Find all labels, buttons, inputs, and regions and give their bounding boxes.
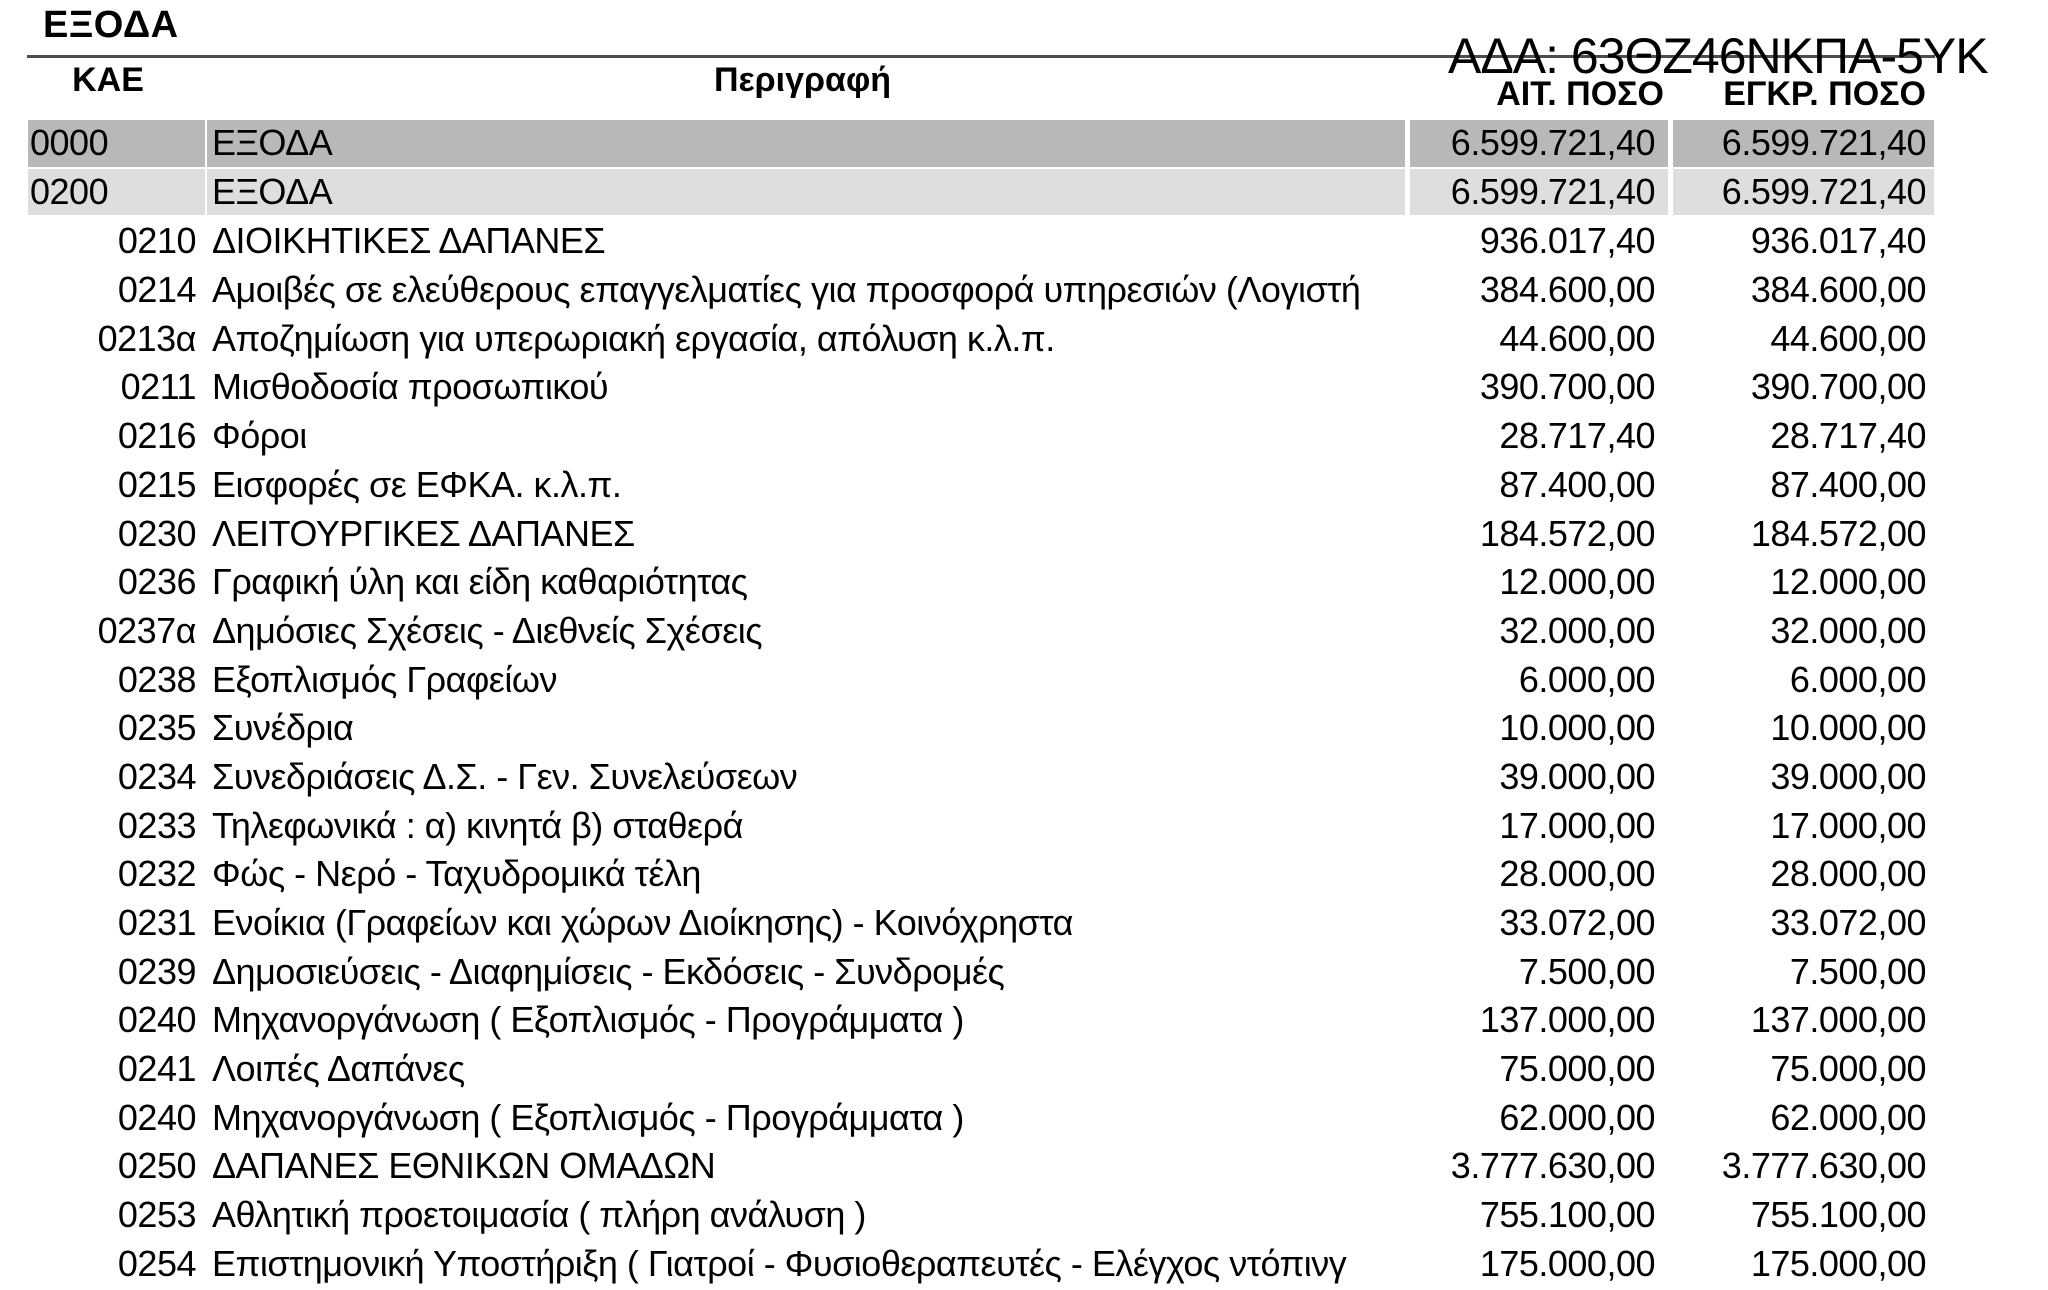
approved-amount-cell: 75.000,00: [1770, 1048, 1926, 1090]
kae-cell: 0214: [117, 269, 196, 311]
table-row: [28, 850, 1934, 899]
approved-amount-cell: 184.572,00: [1750, 512, 1926, 554]
kae-cell: 0234: [117, 755, 196, 797]
requested-amount-cell: 6.000,00: [1518, 658, 1655, 700]
table-row: [28, 1142, 1934, 1191]
requested-amount-cell: 184.572,00: [1479, 512, 1655, 554]
requested-amount-cell: 7.500,00: [1518, 950, 1655, 992]
description-cell: Αθλητική προετοιμασία ( πλήρη ανάλυση ): [212, 1194, 866, 1236]
table-row: [28, 363, 1934, 412]
requested-amount-cell: 936.017,40: [1479, 220, 1655, 262]
description-cell: Εξοπλισμός Γραφείων: [212, 658, 557, 700]
description-cell: Επιστημονική Υποστήριξη ( Γιατροί - Φυσιοθεραπευτές - Ελέγχος ντόπινγ: [212, 1242, 1347, 1284]
requested-amount-cell: 17.000,00: [1499, 804, 1655, 846]
table-row: [28, 266, 1934, 315]
description-cell: Μηχανοργάνωση ( Εξοπλισμός - Προγράμματα ): [212, 1096, 964, 1138]
kae-cell: 0235: [117, 707, 196, 749]
approved-amount-cell: 384.600,00: [1750, 269, 1926, 311]
approved-amount-cell: 10.000,00: [1770, 707, 1926, 749]
description-cell: ΔΙΟΙΚΗΤΙΚΕΣ ΔΑΠΑΝΕΣ: [212, 220, 606, 262]
kae-cell: 0230: [117, 512, 196, 554]
kae-cell: 0239: [117, 950, 196, 992]
kae-cell: 0210: [117, 220, 196, 262]
description-cell: Συνέδρια: [212, 707, 354, 749]
approved-amount-cell: 6.000,00: [1789, 658, 1926, 700]
kae-cell: 0240: [117, 1096, 196, 1138]
kae-cell: 0213α: [97, 317, 196, 359]
table-row: [28, 510, 1934, 559]
table-row: [28, 996, 1934, 1045]
description-cell: Τηλεφωνικά : α) κινητά β) σταθερά: [212, 804, 743, 846]
approved-amount-cell: 39.000,00: [1770, 755, 1926, 797]
approved-amount-cell: 6.599.721,40: [1668, 120, 1934, 167]
requested-amount-cell: 87.400,00: [1499, 463, 1655, 505]
kae-cell: 0241: [117, 1048, 196, 1090]
approved-amount-cell: 7.500,00: [1789, 950, 1926, 992]
table-row: [28, 558, 1934, 607]
requested-amount-cell: 384.600,00: [1479, 269, 1655, 311]
kae-cell: 0240: [117, 999, 196, 1041]
page-title: ΕΞΟΔΑ: [43, 4, 179, 46]
approved-amount-cell: 12.000,00: [1770, 561, 1926, 603]
kae-cell: 0254: [117, 1242, 196, 1284]
column-header-requested-amount: ΑΙΤ. ΠΟΣΟ: [1496, 75, 1664, 113]
kae-cell: 0216: [117, 415, 196, 457]
approved-amount-cell: 62.000,00: [1770, 1096, 1926, 1138]
table-row: [28, 656, 1934, 705]
requested-amount-cell: 62.000,00: [1499, 1096, 1655, 1138]
requested-amount-cell: 39.000,00: [1499, 755, 1655, 797]
ada-stamp: ΑΔΑ: 63ΘΖ46ΝΚΠΑ-5ΥΚ: [1448, 28, 1988, 84]
description-cell: ΕΞΟΔΑ: [205, 120, 1405, 167]
approved-amount-cell: 175.000,00: [1750, 1242, 1926, 1284]
table-row: [28, 899, 1934, 948]
requested-amount-cell: 755.100,00: [1479, 1194, 1655, 1236]
table-row: [28, 753, 1934, 802]
kae-cell: 0253: [117, 1194, 196, 1236]
requested-amount-cell: 6.599.721,40: [1405, 169, 1668, 216]
column-header-description: Περιγραφή: [713, 61, 892, 99]
requested-amount-cell: 75.000,00: [1499, 1048, 1655, 1090]
description-cell: ΔΑΠΑΝΕΣ ΕΘΝΙΚΩΝ ΟΜΑΔΩΝ: [212, 1145, 716, 1187]
kae-cell: 0200: [30, 170, 109, 212]
table-row: [28, 802, 1934, 851]
requested-amount-cell: 175.000,00: [1479, 1242, 1655, 1284]
requested-amount-cell: 44.600,00: [1499, 317, 1655, 359]
table-row: [28, 217, 1934, 266]
table-row: [28, 120, 1934, 169]
column-header-approved-amount: ΕΓΚΡ. ΠΟΣΟ: [1723, 75, 1926, 113]
kae-cell: 0215: [117, 463, 196, 505]
approved-amount-cell: 936.017,40: [1750, 220, 1926, 262]
description-cell: Εισφορές σε ΕΦΚΑ. κ.λ.π.: [212, 463, 622, 505]
kae-cell: 0238: [117, 658, 196, 700]
kae-cell: 0237α: [97, 609, 196, 651]
table-row: [28, 412, 1934, 461]
approved-amount-cell: 32.000,00: [1770, 609, 1926, 651]
budget-table: [28, 120, 1934, 1289]
requested-amount-cell: 3.777.630,00: [1450, 1145, 1655, 1187]
requested-amount-cell: 32.000,00: [1499, 609, 1655, 651]
approved-amount-cell: 6.599.721,40: [1668, 169, 1934, 216]
kae-cell: 0232: [117, 853, 196, 895]
requested-amount-cell: 28.717,40: [1499, 415, 1655, 457]
description-cell: Μηχανοργάνωση ( Εξοπλισμός - Προγράμματα ): [212, 999, 964, 1041]
approved-amount-cell: 44.600,00: [1770, 317, 1926, 359]
table-row: [28, 461, 1934, 510]
kae-cell: 0000: [30, 122, 109, 163]
kae-cell: 0231: [117, 902, 196, 943]
table-row: [28, 1094, 1934, 1143]
description-cell: Αμοιβές σε ελεύθερους επαγγελματίες για προσφορά υπηρεσιών (Λογιστή: [212, 269, 1361, 311]
approved-amount-cell: 87.400,00: [1770, 463, 1926, 505]
description-cell: Λοιπές Δαπάνες: [212, 1048, 465, 1090]
kae-cell: 0250: [117, 1145, 196, 1187]
description-cell: Συνεδριάσεις Δ.Σ. - Γεν. Συνελεύσεων: [212, 755, 798, 797]
description-cell: Φόροι: [212, 415, 307, 457]
kae-cell: 0211: [120, 366, 196, 408]
approved-amount-cell: 390.700,00: [1750, 366, 1926, 408]
requested-amount-cell: 28.000,00: [1499, 853, 1655, 895]
description-cell: Γραφική ύλη και είδη καθαριότητας: [212, 561, 748, 603]
description-cell: Φώς - Νερό - Ταχυδρομικά τέλη: [212, 853, 701, 895]
requested-amount-cell: 12.000,00: [1499, 561, 1655, 603]
table-row: [28, 704, 1934, 753]
requested-amount-cell: 10.000,00: [1499, 707, 1655, 749]
table-row: [28, 1191, 1934, 1240]
description-cell: ΕΞΟΔΑ: [205, 169, 1405, 216]
requested-amount-cell: 390.700,00: [1479, 366, 1655, 408]
approved-amount-cell: 28.000,00: [1770, 853, 1926, 895]
table-row: [28, 315, 1934, 364]
approved-amount-cell: 17.000,00: [1770, 804, 1926, 846]
approved-amount-cell: 137.000,00: [1750, 999, 1926, 1041]
requested-amount-cell: 33.072,00: [1499, 902, 1655, 943]
table-row: [28, 1045, 1934, 1094]
table-row: [28, 948, 1934, 997]
description-cell: ΛΕΙΤΟΥΡΓΙΚΕΣ ΔΑΠΑΝΕΣ: [212, 512, 635, 554]
description-cell: Δημόσιες Σχέσεις - Διεθνείς Σχέσεις: [212, 609, 763, 651]
table-row: [28, 169, 1934, 218]
description-cell: Αποζημίωση για υπερωριακή εργασία, απόλυση κ.λ.π.: [212, 317, 1055, 359]
approved-amount-cell: 755.100,00: [1750, 1194, 1926, 1236]
requested-amount-cell: 137.000,00: [1479, 999, 1655, 1041]
approved-amount-cell: 33.072,00: [1770, 902, 1926, 943]
description-cell: Δημοσιεύσεις - Διαφημίσεις - Εκδόσεις - Συνδρομές: [212, 950, 1005, 992]
description-cell: Μισθοδοσία προσωπικού: [212, 366, 609, 408]
kae-cell: 0233: [117, 804, 196, 846]
approved-amount-cell: 3.777.630,00: [1721, 1145, 1926, 1187]
table-row: [28, 607, 1934, 656]
approved-amount-cell: 28.717,40: [1770, 415, 1926, 457]
description-cell: Ενοίκια (Γραφείων και χώρων Διοίκησης) - Κοινόχρηστα: [212, 902, 1073, 943]
table-row: [28, 1240, 1934, 1289]
kae-cell: 0236: [117, 561, 196, 603]
column-header-kae: ΚΑΕ: [72, 61, 144, 99]
requested-amount-cell: 6.599.721,40: [1405, 120, 1668, 167]
